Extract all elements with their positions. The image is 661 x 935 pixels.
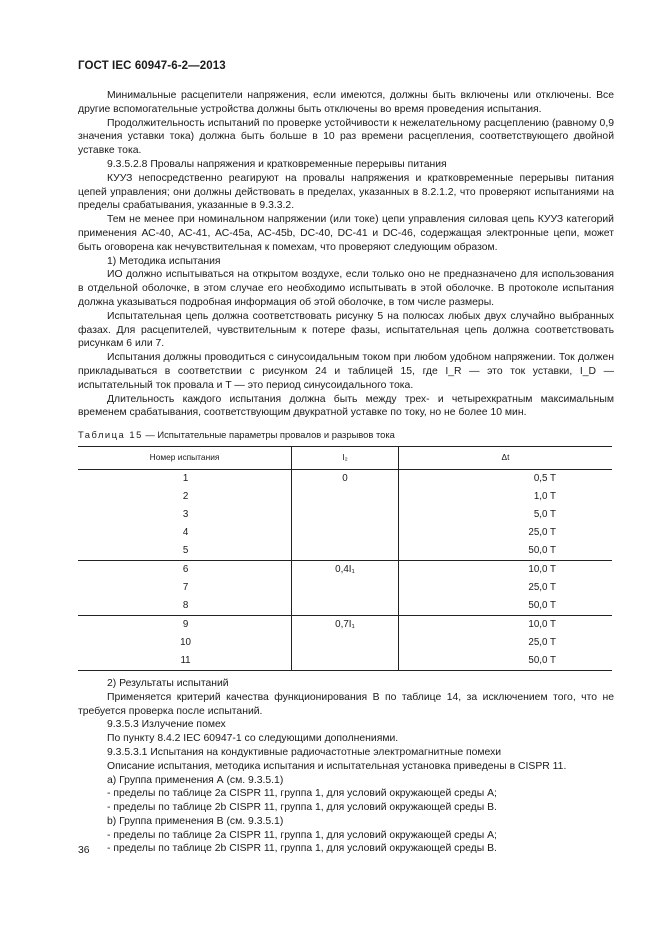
table-row: [78, 597, 612, 616]
paragraphs-after-table: [78, 677, 614, 856]
paragraphs_after-paragraph: - пределы по таблице 2b CISPR 11, группа 1, для условий окружающей среды В.: [107, 802, 497, 814]
paragraphs_before-paragraph: Испытания должны проводиться с синусоидальным током при любом удобном напряжении. Ток должен прикладываться в соответствии с рисунком 24 и таблицей 15, где I_R — это ток уставки, I_D — испытательный ток провала и T — это период синусоидального тока.: [78, 352, 614, 391]
paragraphs_after-paragraph: Применяется критерий качества функционирования В по таблице 14, за исключением того, что не требуется проверка после испытаний.: [78, 691, 614, 717]
paragraphs_before-paragraph: ИО должно испытываться на открытом воздухе, если только оно не предназначено для использования в отдельной оболочке, в этом случае его необходимо испытывать в этой оболочке. В протоколе испытания должна указываться подробная информация об этой оболочке, в том числе размеры.: [78, 269, 614, 308]
test-number-cell: 1: [182, 473, 189, 485]
delta-t-cell: 50,0 T: [398, 542, 612, 561]
test-number-cell: 2: [182, 491, 189, 503]
paragraphs_after-paragraph: 2) Результаты испытаний: [107, 677, 229, 689]
delta-t-cell: 50,0 T: [398, 652, 612, 671]
delta-t-cell: 5,0 T: [398, 506, 612, 524]
table-row: [78, 579, 612, 597]
i2-cell: 0,4I₁: [292, 560, 399, 579]
delta-t-cell: 10,0 T: [398, 615, 612, 634]
paragraphs_after-paragraph: b) Группа применения В (см. 9.3.5.1): [107, 815, 284, 827]
delta-t-cell: 25,0 T: [398, 634, 612, 652]
delta-t-cell: 1,0 T: [398, 488, 612, 506]
paragraphs_after-paragraph: а) Группа применения А (см. 9.3.5.1): [107, 774, 284, 786]
i2-cell: [292, 506, 399, 524]
paragraphs_after-paragraph: По пункту 8.4.2 IEC 60947-1 со следующими дополнениями.: [107, 733, 399, 745]
paragraphs_after-paragraph: - пределы по таблице 2а CISPR 11, группа 1, для условий окружающей среды А;: [107, 788, 497, 800]
paragraphs_before-paragraph: Продолжительность испытаний по проверке устойчивости к нежелательному расцеплению (равному 0,9 значения уставки тока) должна быть больше в 10 раз времени расцепления, соответствующего двойной уставке тока.: [78, 117, 614, 157]
parameters-table: [78, 446, 612, 671]
test-number-cell: 8: [182, 600, 189, 612]
table-header-row: [78, 446, 612, 469]
i2-cell: [292, 488, 399, 506]
paragraphs_after-paragraph: - пределы по таблице 2b CISPR 11, группа 1, для условий окружающей среды В.: [107, 843, 497, 855]
paragraphs_after-paragraph: 9.3.5.3 Излучение помех: [107, 719, 226, 731]
i2-cell: 0,7I₁: [292, 615, 399, 634]
test-number-cell: 6: [78, 560, 292, 579]
table-row: [78, 506, 612, 524]
paragraphs_before-paragraph: 9.3.5.2.8 Провалы напряжения и кратковременные перерывы питания: [107, 158, 447, 170]
table-row: [78, 634, 612, 652]
test-number-cell: 4: [182, 527, 189, 539]
paragraphs_before-paragraph: Минимальные расцепители напряжения, если имеются, должны быть включены или отключены. Все другие вспомогательные устройства должны быть отключены во время проведения испытания.: [78, 90, 614, 115]
test-number-cell: 11: [78, 652, 292, 671]
i2-cell: [292, 542, 399, 561]
header-test-number: Номер испытания: [78, 446, 292, 469]
table-row: [78, 615, 612, 634]
header-delta-t: Δt: [398, 446, 612, 469]
table-caption-label: Таблица 15: [78, 429, 143, 441]
table-row: [78, 560, 612, 579]
table-row: [78, 652, 612, 671]
table-row: [78, 524, 612, 542]
table-caption: [78, 428, 614, 442]
paragraphs_before-paragraph: Испытательная цепь должна соответствовать рисунку 5 на полюсах любых двух случайно выбранных фазах. Для расцепителей, чувствительным к потере фазы, испытательная цепь должна соответствовать рисункам 6 или 7.: [78, 310, 614, 350]
test-number-cell: 9: [78, 615, 292, 634]
table-caption-text: — Испытательные параметры провалов и разрывов тока: [145, 429, 395, 441]
header-i2: I₂: [292, 446, 399, 469]
i2-cell: [292, 652, 399, 671]
paragraphs_before-paragraph: Длительность каждого испытания должна быть между трех- и четырехкратным максимальным временем срабатывания, соответствующим двукратной уставке по току, но не более 10 мин.: [78, 393, 614, 419]
paragraphs_after-paragraph: - пределы по таблице 2а CISPR 11, группа 1, для условий окружающей среды А;: [107, 829, 497, 841]
table-row: [78, 469, 612, 488]
test-number-cell: 7: [182, 582, 189, 594]
paragraphs_before-paragraph: КУУЗ непосредственно реагируют на провалы напряжения и кратковременные перерывы питания цепей управления; они должны действовать в пределах, указанных в 8.2.1.2, что проверяют испытаниями на пределы срабатывания, указанные в 9.3.3.2.: [78, 172, 614, 212]
test-number-cell: 5: [182, 545, 189, 557]
page-number: 36: [78, 845, 90, 856]
delta-t-cell: 10,0 T: [398, 560, 612, 579]
delta-t-cell: 50,0 T: [398, 597, 612, 616]
paragraphs_after-paragraph: Описание испытания, методика испытания и испытательная установка приведены в CISPR 11.: [107, 760, 567, 772]
i2-cell: [292, 524, 399, 542]
table-row: [78, 488, 612, 506]
i2-cell: [292, 634, 399, 652]
i2-cell: 0: [292, 469, 399, 488]
delta-t-cell: 25,0 T: [398, 524, 612, 542]
paragraphs_after-paragraph: 9.3.5.3.1 Испытания на кондуктивные радиочастотные электромагнитные помехи: [107, 746, 502, 758]
test-number-cell: 3: [182, 509, 189, 521]
document-header: ГОСТ IEC 60947-6-2—2013: [78, 60, 226, 72]
paragraphs_before-paragraph: Тем не менее при номинальном напряжении (или токе) цепи управления силовая цепь КУУЗ категорий применения АС-40, АС-41, АС-45а, АС-45b, DC-40, DC-41 и DC-46, содержащая электронные цепи, может быть оговорена как нечувствительная к помехам, что проверяют следующим образом.: [78, 214, 614, 253]
paragraphs-before-table: [78, 89, 614, 420]
delta-t-cell: 25,0 T: [398, 579, 612, 597]
table-body: [78, 469, 612, 670]
table-row: [78, 542, 612, 561]
i2-cell: [292, 579, 399, 597]
page-content: [78, 89, 614, 856]
paragraphs_before-paragraph: 1) Методика испытания: [107, 255, 221, 267]
delta-t-cell: 0,5 T: [398, 469, 612, 488]
test-number-cell: 10: [180, 637, 191, 649]
i2-cell: [292, 597, 399, 616]
